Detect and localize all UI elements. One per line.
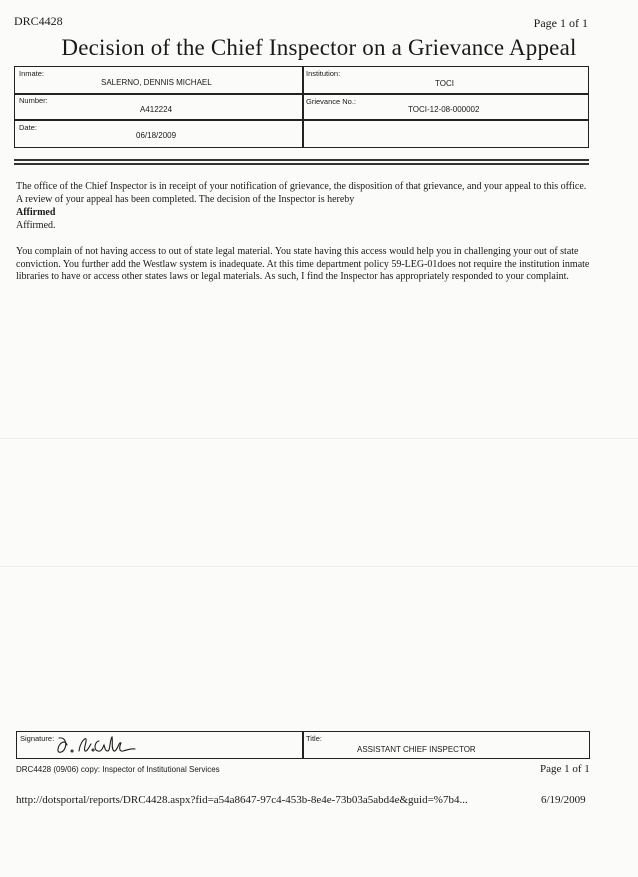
paper-fold (0, 566, 638, 567)
grid-divider-vertical (302, 67, 304, 147)
inmate-value: SALERNO, DENNIS MICHAEL (101, 78, 212, 87)
number-label: Number: (19, 96, 48, 105)
paper-fold (0, 438, 638, 439)
complaint-paragraph: You complain of not having access to out of state legal material. You state having this access would help you in challenging your out of state conviction. You further add the Westlaw system is inadequate. At this time department policy 59-LEG-01does not require the institution inmate libraries to have or access other states laws or legal materials. As such, I find the Inspector has appropriately responded to your complaint. (16, 246, 590, 282)
title-value: ASSISTANT CHIEF INSPECTOR (357, 745, 476, 754)
decision-label: Affirmed (16, 207, 56, 218)
form-copy-note: DRC4428 (09/06) copy: Inspector of Institutional Services (16, 765, 220, 774)
date-value: 06/18/2009 (136, 131, 177, 140)
report-url: http://dotsportal/reports/DRC4428.aspx?fid=a54a8647-97c4-453b-8e4e-73b03a5abd4e&guid=%7b4... (16, 794, 468, 806)
institution-label: Institution: (306, 69, 341, 78)
grievance-label: Grievance No.: (306, 97, 357, 106)
decision-value: Affirmed. (16, 220, 56, 231)
signature-box (16, 731, 590, 759)
separator-rule (14, 163, 589, 165)
institution-value: TOCI (435, 79, 454, 88)
receipt-paragraph: The office of the Chief Inspector is in receipt of your notification of grievance, the disposition of that grievance, and your appeal to this office. A review of your appeal has been completed. The decision of the Inspector is hereby (16, 181, 587, 205)
signature-label: Signature: (20, 734, 55, 743)
grid-divider-row1 (15, 93, 588, 95)
number-value: A412224 (140, 105, 173, 114)
page-indicator-bottom: Page 1 of 1 (540, 763, 590, 775)
grievance-value: TOCI-12-08-000002 (408, 105, 480, 114)
date-label: Date: (19, 123, 37, 132)
info-grid (14, 66, 589, 148)
print-date: 6/19/2009 (541, 794, 586, 806)
page-indicator-top: Page 1 of 1 (533, 16, 588, 30)
signature-divider (302, 732, 304, 758)
inmate-label: Inmate: (19, 69, 45, 78)
grid-divider-row2 (15, 119, 588, 121)
handwritten-signature (55, 733, 137, 757)
page-title: Decision of the Chief Inspector on a Grievance Appeal (61, 35, 577, 60)
form-id: DRC4428 (14, 14, 63, 28)
title-label: Title: (306, 734, 322, 743)
separator-rule (14, 159, 589, 161)
